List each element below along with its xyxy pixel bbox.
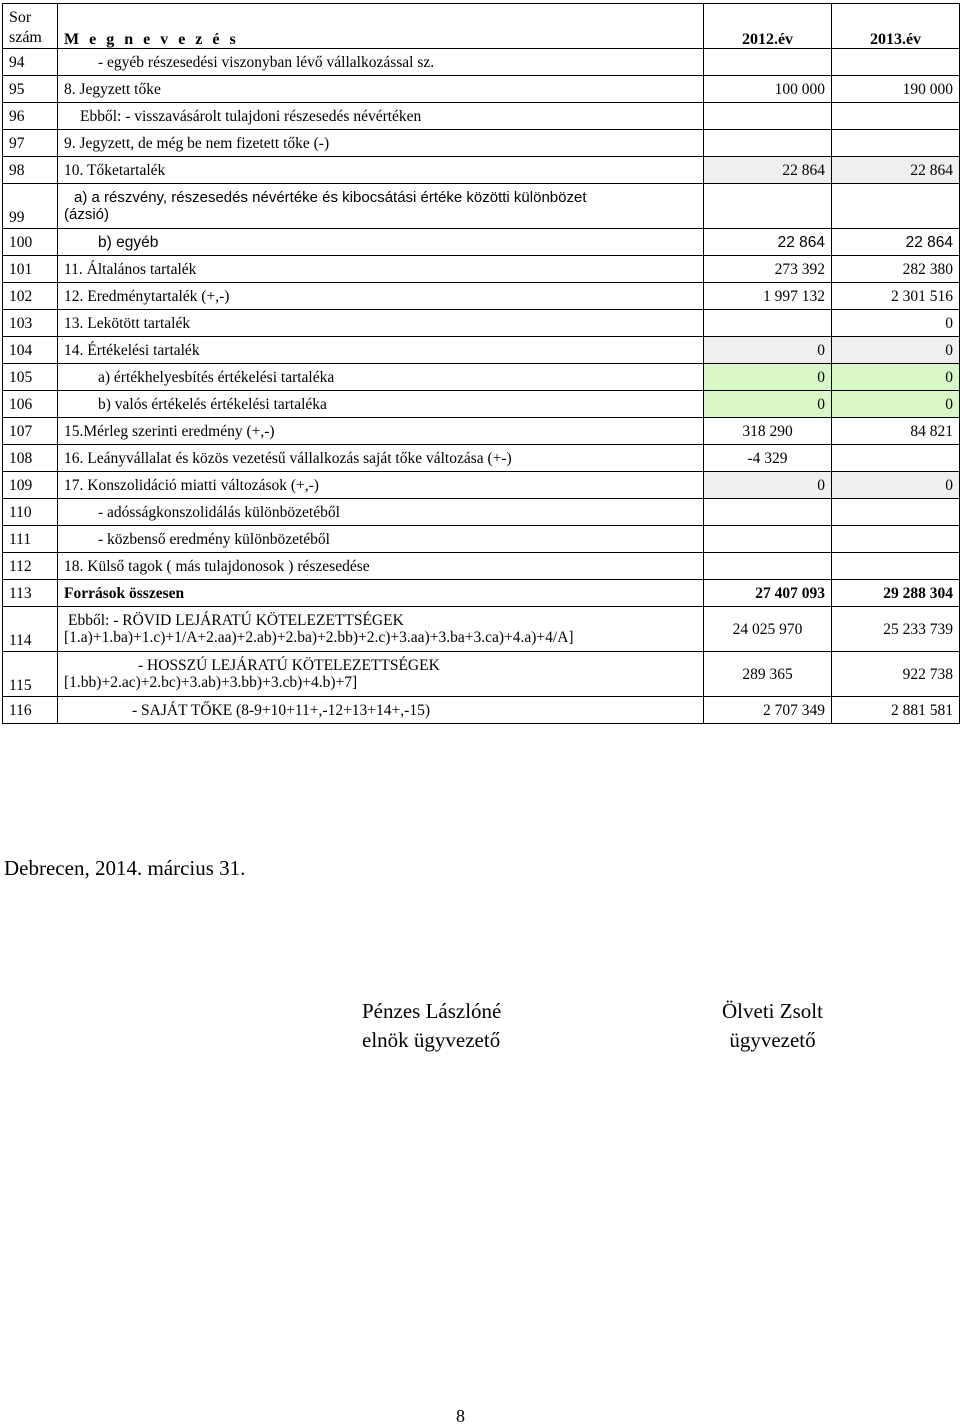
value-2013: 0 — [832, 337, 960, 364]
row-description: Források összesen — [58, 580, 704, 607]
place-and-date: Debrecen, 2014. március 31. — [4, 856, 246, 880]
value-2012 — [704, 499, 832, 526]
signatory-name: Pénzes Lászlóné — [362, 999, 502, 1023]
table-row — [3, 256, 960, 283]
row-description: 12. Eredménytartalék (+,-) — [58, 283, 704, 310]
value-2012 — [704, 553, 832, 580]
row-description — [58, 607, 704, 652]
row-description — [58, 652, 704, 697]
row-number: 99 — [3, 184, 58, 229]
row-description-line1: Ebből: - RÖVID LEJÁRATÚ KÖTELEZETTSÉGEK — [68, 612, 404, 629]
value-2012 — [704, 310, 832, 337]
value-2013 — [832, 445, 960, 472]
value-2012: 22 864 — [704, 157, 832, 184]
row-description: b) egyéb — [58, 229, 704, 256]
value-2013: 190 000 — [832, 76, 960, 103]
row-description: 11. Általános tartalék — [58, 256, 704, 283]
value-2012: 0 — [704, 472, 832, 499]
value-2013 — [832, 103, 960, 130]
row-description: Ebből: - visszavásárolt tulajdoni részesedés névértéken — [58, 103, 704, 130]
table-row — [3, 580, 960, 607]
table-row — [3, 445, 960, 472]
table-row — [3, 337, 960, 364]
table-row — [3, 229, 960, 256]
signature-block-chair — [362, 997, 501, 1055]
value-2012: 27 407 093 — [704, 580, 832, 607]
value-2012: 24 025 970 — [704, 607, 832, 652]
row-description: a) értékhelyesbítés értékelési tartaléka — [58, 364, 704, 391]
header-sor-szam — [3, 4, 58, 49]
row-number: 115 — [3, 652, 58, 697]
table-row — [3, 499, 960, 526]
row-description: - adósságkonszolidálás különbözetéből — [58, 499, 704, 526]
page-number: 8 — [456, 1406, 465, 1426]
signature-block-manager — [722, 997, 823, 1055]
row-number: 112 — [3, 553, 58, 580]
value-2012 — [704, 103, 832, 130]
value-2012: 0 — [704, 391, 832, 418]
row-description: 17. Konszolidáció miatti változások (+,-) — [58, 472, 704, 499]
value-2012: 0 — [704, 364, 832, 391]
row-number: 109 — [3, 472, 58, 499]
row-description-line1: a) a részvény, részesedés névértéke és kibocsátási értéke közötti különbözet — [74, 189, 587, 206]
signatory-title: ügyvezető — [729, 1028, 816, 1052]
value-2013 — [832, 184, 960, 229]
row-description: - egyéb részesedési viszonyban lévő vállalkozással sz. — [58, 49, 704, 76]
value-2012: 273 392 — [704, 256, 832, 283]
row-description: 8. Jegyzett tőke — [58, 76, 704, 103]
row-description: 18. Külső tagok ( más tulajdonosok ) részesedése — [58, 553, 704, 580]
row-number: 101 — [3, 256, 58, 283]
row-number: 114 — [3, 607, 58, 652]
table-row — [3, 553, 960, 580]
value-2013: 29 288 304 — [832, 580, 960, 607]
signatory-title: elnök ügyvezető — [362, 1028, 501, 1052]
row-number: 103 — [3, 310, 58, 337]
row-number: 116 — [3, 697, 58, 724]
value-2012: 22 864 — [704, 229, 832, 256]
table-row — [3, 49, 960, 76]
table-row — [3, 103, 960, 130]
value-2012: -4 329 — [704, 445, 832, 472]
table-row — [3, 607, 960, 652]
value-2013 — [832, 49, 960, 76]
table-row — [3, 472, 960, 499]
value-2013: 25 233 739 — [832, 607, 960, 652]
row-number: 94 — [3, 49, 58, 76]
value-2012 — [704, 130, 832, 157]
table-row — [3, 157, 960, 184]
row-number: 104 — [3, 337, 58, 364]
row-number: 102 — [3, 283, 58, 310]
table-row — [3, 283, 960, 310]
value-2013: 2 881 581 — [832, 697, 960, 724]
row-description: 16. Leányvállalat és közös vezetésű vállalkozás saját tőke változása (+-) — [58, 445, 704, 472]
balance-sheet-table — [2, 3, 960, 724]
table-row — [3, 76, 960, 103]
value-2013: 2 301 516 — [832, 283, 960, 310]
signatory-name: Ölveti Zsolt — [722, 999, 823, 1023]
row-number: 106 — [3, 391, 58, 418]
value-2013 — [832, 499, 960, 526]
row-number: 111 — [3, 526, 58, 553]
row-description-line1: - HOSSZÚ LEJÁRATÚ KÖTELEZETTSÉGEK — [138, 657, 440, 674]
row-description: b) valós értékelés értékelési tartaléka — [58, 391, 704, 418]
header-year-2013: 2013.év — [832, 4, 960, 49]
value-2012: 289 365 — [704, 652, 832, 697]
value-2013: 0 — [832, 391, 960, 418]
row-number: 108 — [3, 445, 58, 472]
table-row — [3, 391, 960, 418]
row-description: 14. Értékelési tartalék — [58, 337, 704, 364]
value-2013: 84 821 — [832, 418, 960, 445]
value-2013: 0 — [832, 472, 960, 499]
value-2013: 282 380 — [832, 256, 960, 283]
row-number: 113 — [3, 580, 58, 607]
value-2012 — [704, 49, 832, 76]
header-megnevezes: M e g n e v e z é s — [58, 4, 704, 49]
value-2012: 100 000 — [704, 76, 832, 103]
header-szam: szám — [9, 29, 42, 46]
value-2012: 2 707 349 — [704, 697, 832, 724]
row-description — [58, 184, 704, 229]
value-2012 — [704, 526, 832, 553]
table-row — [3, 652, 960, 697]
table-row — [3, 130, 960, 157]
table-row — [3, 697, 960, 724]
value-2013 — [832, 130, 960, 157]
row-description: 10. Tőketartalék — [58, 157, 704, 184]
row-description: 15.Mérleg szerinti eredmény (+,-) — [58, 418, 704, 445]
row-number: 105 — [3, 364, 58, 391]
row-description: 9. Jegyzett, de még be nem fizetett tőke (-) — [58, 130, 704, 157]
value-2013: 22 864 — [832, 157, 960, 184]
value-2012: 1 997 132 — [704, 283, 832, 310]
row-number: 98 — [3, 157, 58, 184]
value-2013 — [832, 553, 960, 580]
header-year-2012: 2012.év — [704, 4, 832, 49]
table-row — [3, 526, 960, 553]
table-row — [3, 310, 960, 337]
row-description: 13. Lekötött tartalék — [58, 310, 704, 337]
value-2012: 318 290 — [704, 418, 832, 445]
row-description: - SAJÁT TŐKE (8-9+10+11+,-12+13+14+,-15) — [58, 697, 704, 724]
row-number: 107 — [3, 418, 58, 445]
value-2012: 0 — [704, 337, 832, 364]
value-2012 — [704, 184, 832, 229]
row-number: 97 — [3, 130, 58, 157]
table-row — [3, 418, 960, 445]
value-2013: 22 864 — [832, 229, 960, 256]
row-number: 100 — [3, 229, 58, 256]
value-2013: 922 738 — [832, 652, 960, 697]
row-number: 110 — [3, 499, 58, 526]
row-number: 95 — [3, 76, 58, 103]
table-row — [3, 364, 960, 391]
table-row — [3, 184, 960, 229]
row-number: 96 — [3, 103, 58, 130]
value-2013 — [832, 526, 960, 553]
header-sor: Sor — [9, 9, 32, 26]
value-2013: 0 — [832, 364, 960, 391]
row-description-line2: [1.bb)+2.ac)+2.bc)+3.ab)+3.bb)+3.cb)+4.b)+7] — [64, 674, 358, 691]
row-description-line2: [1.a)+1.ba)+1.c)+1/A+2.aa)+2.ab)+2.ba)+2.bb)+2.c)+3.aa)+3.ba+3.ca)+4.a)+4/A] — [64, 629, 574, 646]
row-description: - közbenső eredmény különbözetéből — [58, 526, 704, 553]
row-description-line2: (ázsió) — [64, 206, 110, 223]
table-header-row — [3, 4, 960, 49]
value-2013: 0 — [832, 310, 960, 337]
